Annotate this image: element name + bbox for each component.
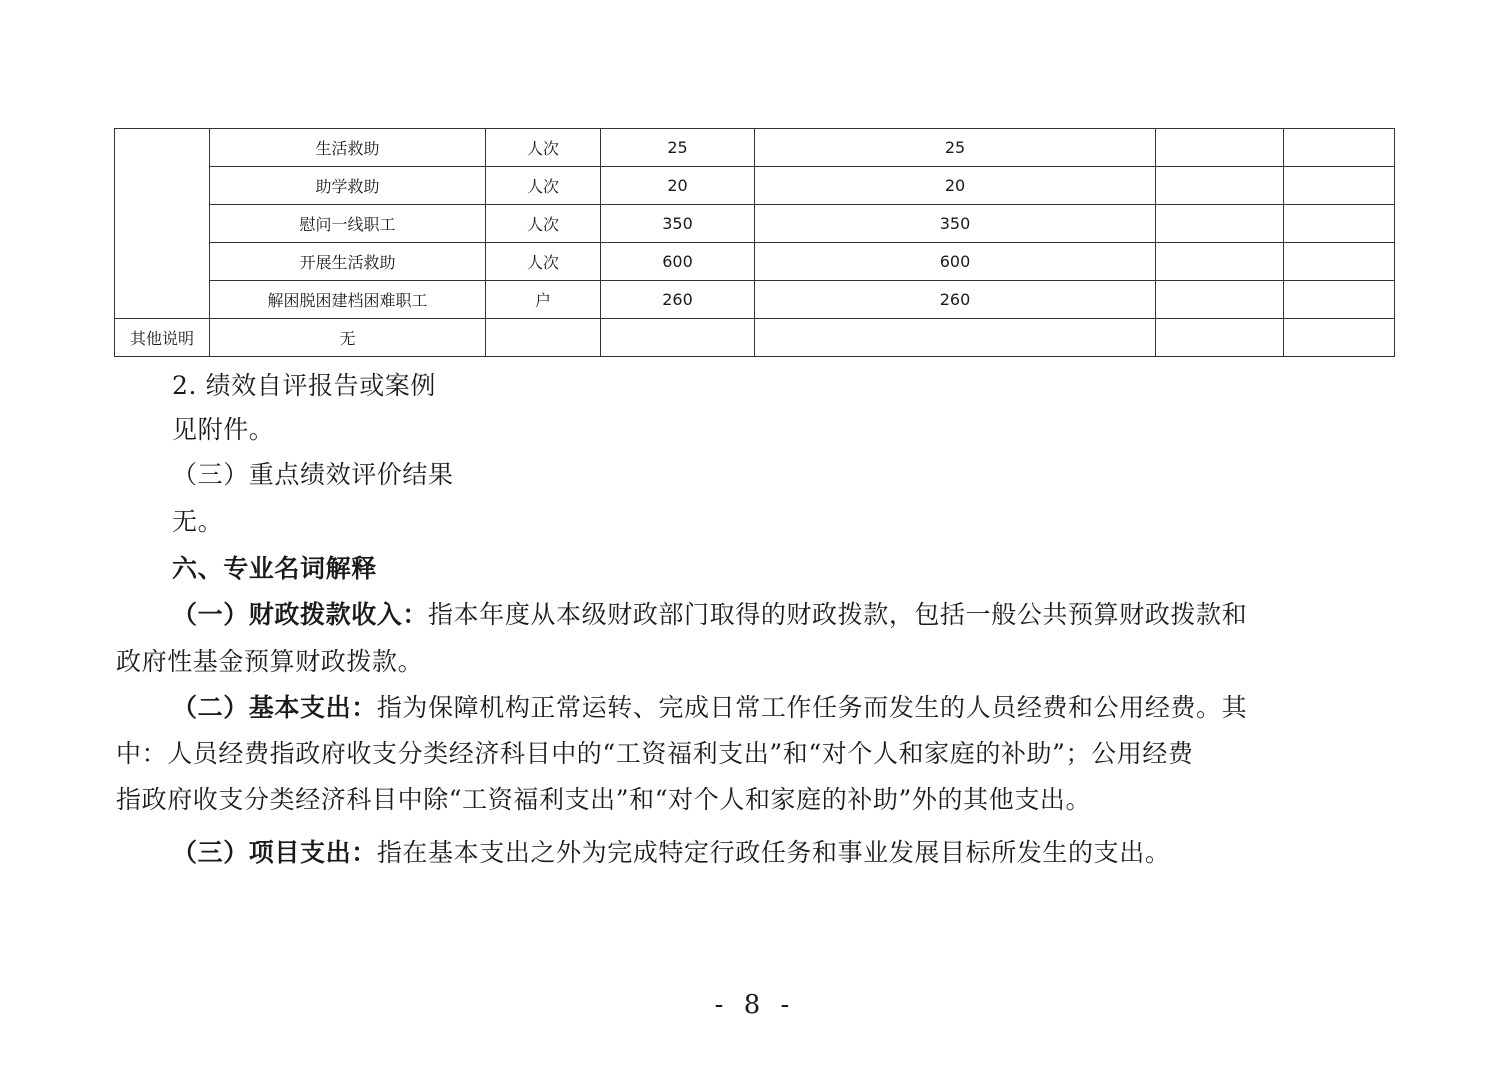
indicator-score (1156, 243, 1284, 281)
indicator-target: 260 (601, 281, 755, 319)
definition-3-label: （三）项目支出： (172, 838, 377, 867)
page-number: - 8 - (714, 990, 796, 1020)
section-6-heading: 六、专业名词解释 (172, 554, 377, 583)
table-row (115, 205, 1395, 243)
indicator-actual: 600 (755, 243, 1156, 281)
definition-2 (172, 692, 1247, 724)
definition-1-label: （一）财政拨款收入： (172, 600, 429, 629)
definition-1 (172, 599, 1247, 631)
table-row (115, 129, 1395, 167)
table-row (115, 281, 1395, 319)
empty-cell (486, 319, 601, 357)
indicator-note (1284, 129, 1395, 167)
indicator-actual: 260 (755, 281, 1156, 319)
indicator-target: 20 (601, 167, 755, 205)
indicator-score (1156, 167, 1284, 205)
other-notes-label: 其他说明 (115, 319, 210, 357)
indicator-score (1156, 281, 1284, 319)
indicator-name: 慰问一线职工 (210, 205, 486, 243)
indicator-actual: 350 (755, 205, 1156, 243)
indicator-unit: 人次 (486, 129, 601, 167)
indicator-score (1156, 205, 1284, 243)
empty-cell (601, 319, 755, 357)
empty-cell (1284, 319, 1395, 357)
indicator-name: 助学救助 (210, 167, 486, 205)
indicator-name: 生活救助 (210, 129, 486, 167)
definition-2-text: 指为保障机构正常运转、完成日常工作任务而发生的人员经费和公用经费。其 (376, 693, 1248, 722)
indicator-unit: 人次 (486, 243, 601, 281)
merged-category-cell (115, 129, 210, 319)
definition-1-cont: 政府性基金预算财政拨款。 (116, 647, 424, 676)
section-3-heading: （三）重点绩效评价结果 (172, 460, 454, 489)
indicator-target: 25 (601, 129, 755, 167)
definition-2-cont-2: 指政府收支分类经济科目中除“工资福利支出”和“对个人和家庭的补助”外的其他支出。 (116, 785, 1092, 814)
empty-cell (755, 319, 1156, 357)
other-notes-value: 无 (210, 319, 486, 357)
indicator-note (1284, 167, 1395, 205)
indicator-score (1156, 129, 1284, 167)
table-row-other-notes (115, 319, 1395, 357)
indicator-unit: 人次 (486, 205, 601, 243)
indicator-actual: 20 (755, 167, 1156, 205)
section-2-text: 见附件。 (172, 415, 275, 444)
indicator-name: 解困脱困建档困难职工 (210, 281, 486, 319)
section-2-heading: 2. 绩效自评报告或案例 (172, 371, 437, 400)
indicator-note (1284, 243, 1395, 281)
indicator-actual: 25 (755, 129, 1156, 167)
definition-1-text: 指本年度从本级财政部门取得的财政拨款，包括一般公共预算财政拨款和 (428, 600, 1248, 629)
definition-3-text: 指在基本支出之外为完成特定行政任务和事业发展目标所发生的支出。 (376, 838, 1171, 867)
definition-2-cont-1: 中：人员经费指政府收支分类经济科目中的“工资福利支出”和“对个人和家庭的补助”；公用经费 (116, 739, 1194, 768)
indicator-unit: 人次 (486, 167, 601, 205)
table-row (115, 167, 1395, 205)
definition-2-label: （二）基本支出： (172, 693, 377, 722)
definition-3 (172, 837, 1170, 869)
indicator-note (1284, 281, 1395, 319)
section-3-text: 无。 (172, 507, 224, 536)
indicator-target: 600 (601, 243, 755, 281)
indicator-note (1284, 205, 1395, 243)
table-row (115, 243, 1395, 281)
indicator-target: 350 (601, 205, 755, 243)
indicator-name: 开展生活救助 (210, 243, 486, 281)
empty-cell (1156, 319, 1284, 357)
indicator-unit: 户 (486, 281, 601, 319)
performance-indicator-table (114, 128, 1395, 357)
